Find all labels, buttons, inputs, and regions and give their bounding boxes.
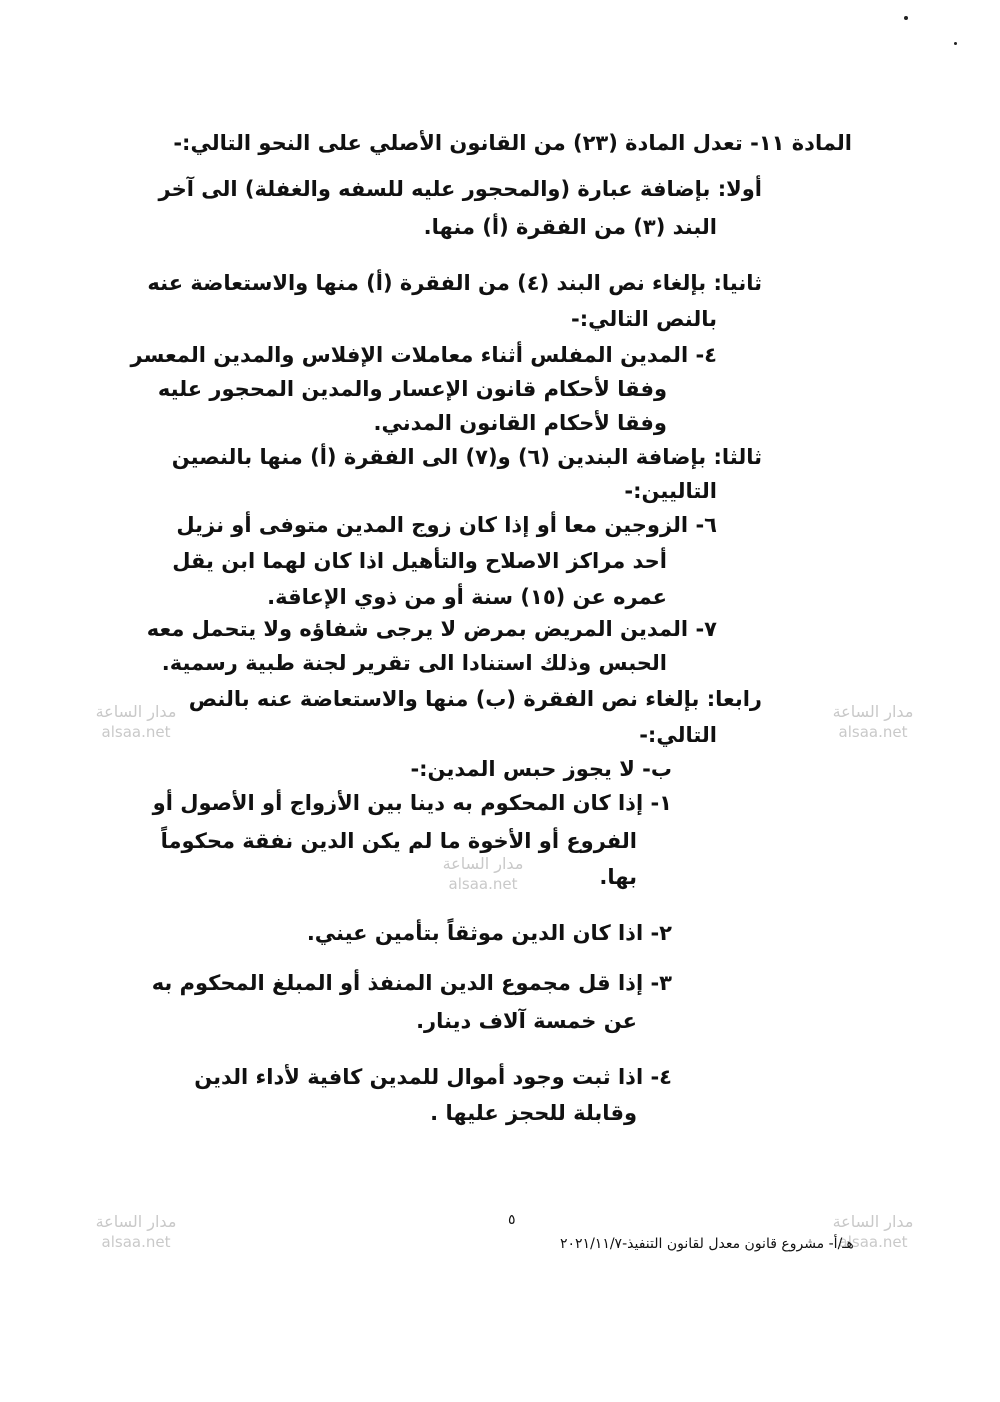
text-line: ب- لا يجوز حبس المدين:- — [410, 757, 672, 781]
watermark — [438, 854, 528, 894]
footer-reference: هـ/أ- مشروع قانون معدل لقانون التنفيذ-٢٠٢١/١١/٧ — [560, 1236, 854, 1252]
watermark-arabic: مدار الساعة — [832, 702, 914, 721]
watermark-latin: alsaa.net — [101, 1233, 171, 1251]
watermark-arabic: مدار الساعة — [832, 1212, 914, 1231]
text-line: ثانيا: بإلغاء نص البند (٤) من الفقرة (أ) منها والاستعاضة عنه — [147, 271, 762, 295]
text-line: ٣- إذا قل مجموع الدين المنفذ أو المبلغ المحكوم به — [151, 971, 672, 995]
watermark-arabic: مدار الساعة — [95, 1212, 177, 1231]
text-line: ٢- اذا كان الدين موثقاً بتأمين عيني. — [306, 921, 672, 945]
watermark-latin: alsaa.net — [101, 723, 171, 741]
text-line: ٤- المدين المفلس أثناء معاملات الإفلاس والمدين المعسر — [130, 343, 717, 367]
text-line: الفروع أو الأخوة ما لم يكن الدين نفقة محكوماً — [160, 829, 637, 853]
text-line: أولا: بإضافة عبارة (والمحجور عليه للسفه والغفلة) الى آخر — [158, 177, 762, 201]
text-line: بها. — [599, 865, 637, 889]
watermark — [828, 702, 918, 742]
text-line: عمره عن (١٥) سنة أو من ذوي الإعاقة. — [267, 585, 667, 609]
text-line: عن خمسة آلاف دينار. — [416, 1009, 637, 1033]
text-line: ٤- اذا ثبت وجود أموال للمدين كافية لأداء الدين — [194, 1065, 672, 1089]
text-line: البند (٣) من الفقرة (أ) منها. — [423, 215, 717, 239]
article-title: المادة ١١- تعدل المادة (٢٣) من القانون الأصلي على النحو التالي:- — [173, 131, 852, 155]
watermark-latin: alsaa.net — [448, 875, 518, 893]
scan-speck — [904, 16, 908, 20]
watermark — [88, 1212, 184, 1252]
watermark-latin: alsaa.net — [838, 1233, 908, 1251]
text-line: أحد مراكز الاصلاح والتأهيل اذا كان لهما ابن يقل — [172, 549, 667, 573]
text-line: رابعا: بإلغاء نص الفقرة (ب) منها والاستعاضة عنه بالنص — [188, 687, 762, 711]
watermark-arabic: مدار الساعة — [442, 854, 524, 873]
watermark-latin: alsaa.net — [838, 723, 908, 741]
text-line: التالي:- — [639, 723, 717, 747]
text-line: الحبس وذلك استنادا الى تقرير لجنة طبية رسمية. — [161, 651, 667, 675]
text-line: وفقا لأحكام قانون الإعسار والمدين المحجور عليه — [157, 377, 667, 401]
text-line: التاليين:- — [624, 479, 717, 503]
text-line: وقابلة للحجز عليها . — [430, 1101, 637, 1125]
text-line: ثالثا: بإضافة البندين (٦) و(٧) الى الفقرة (أ) منها بالنصين — [171, 445, 762, 469]
watermark — [88, 702, 184, 742]
text-line: بالنص التالي:- — [571, 307, 717, 331]
text-line: وفقا لأحكام القانون المدني. — [373, 411, 667, 435]
text-line: ٧- المدين المريض بمرض لا يرجى شفاؤه ولا يتحمل معه — [146, 617, 717, 641]
watermark-arabic: مدار الساعة — [95, 702, 177, 721]
text-line: ٦- الزوجين معا أو إذا كان زوج المدين متوفى أو نزيل — [176, 513, 717, 537]
page-number: ٥ — [508, 1212, 516, 1228]
text-line: ١- إذا كان المحكوم به دينا بين الأزواج أو الأصول أو — [152, 791, 672, 815]
scan-speck — [954, 42, 957, 45]
